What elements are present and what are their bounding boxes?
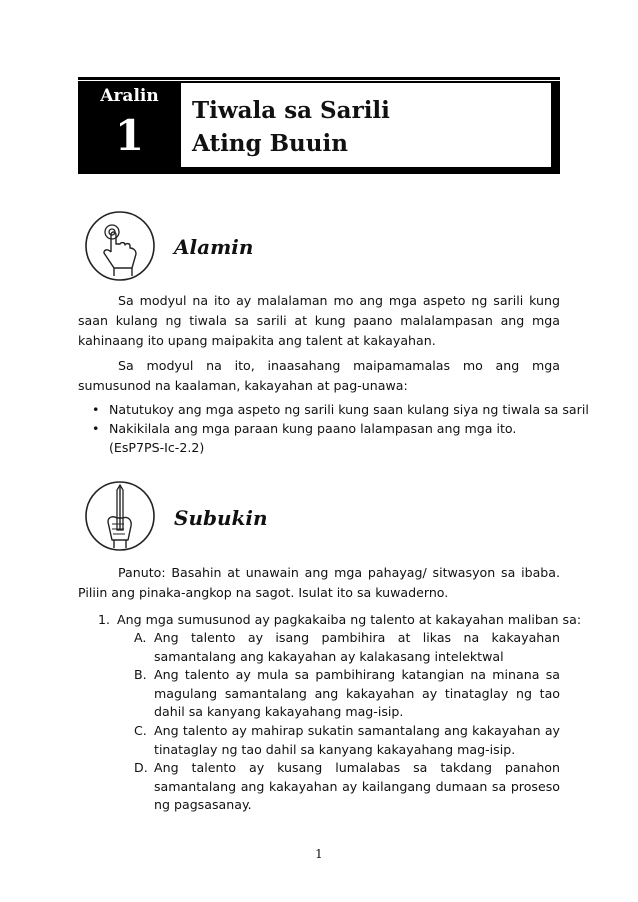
alamin-heading: Alamin <box>174 235 254 259</box>
lesson-number: 1 <box>114 111 145 160</box>
lesson-title-line2: Ating Buuin <box>192 130 348 157</box>
bullet-icon: • <box>92 421 100 436</box>
pointing-hand-icon <box>84 210 156 282</box>
alamin-paragraph-1: Sa modyul na ito ay malalaman mo ang mga aspeto ng sarili kung saan kulang ng tiwala sa sarili at kung paano malalampasan ang mga kahinaang ito upang maipakita ang talent at kakayahan. <box>78 293 560 348</box>
subukin-heading: Subukin <box>174 506 268 530</box>
question-text: Ang mga sumusunod ay pagkakaiba ng talento at kakayahan maliban sa: <box>117 612 582 627</box>
page-number: 1 <box>315 847 323 861</box>
answer-option-b: B. Ang talento ay mula sa pambihirang katangian na minana sa magulang samantalang ang kakayahan ay tinataglay ng tao dahil sa kanyang kakayahang mag-isip. <box>134 667 560 719</box>
lesson-header <box>78 77 560 174</box>
answer-option-a: A. Ang talento ay isang pambihira at likas na kakayahan samantalang ang kakayahan ay kalakasang intelektwal <box>134 630 560 664</box>
alamin-paragraph-2: Sa modyul na ito, inaasahang maipamamalas mo ang mga sumusunod na kaalaman, kakayahan at pag-unawa: <box>78 358 560 393</box>
bullet-icon: • <box>92 402 100 417</box>
question-number: 1. <box>98 612 111 627</box>
answer-option-d: D. Ang talento ay kusang lumalabas sa takdang panahon samantalang ang kakayahan ay kailangang dumaan sa proseso ng pagsasanay. <box>134 760 560 812</box>
lesson-word: Aralin <box>100 86 159 106</box>
lesson-badge <box>82 81 177 172</box>
pencil-hand-icon <box>84 480 156 552</box>
subukin-instructions: Panuto: Basahin at unawain ang mga pahayag/ sitwasyon sa ibaba. Piliin ang pinaka-angkop na sagot. Isulat ito sa kuwaderno. <box>78 565 560 600</box>
lesson-title-box <box>180 82 552 168</box>
lesson-title-line1: Tiwala sa Sarili <box>192 97 390 124</box>
answer-option-c: C. Ang talento ay mahirap sukatin samantalang ang kakayahan ay tinataglay ng tao dahil sa kanyang kakayahang mag-isip. <box>134 723 560 757</box>
